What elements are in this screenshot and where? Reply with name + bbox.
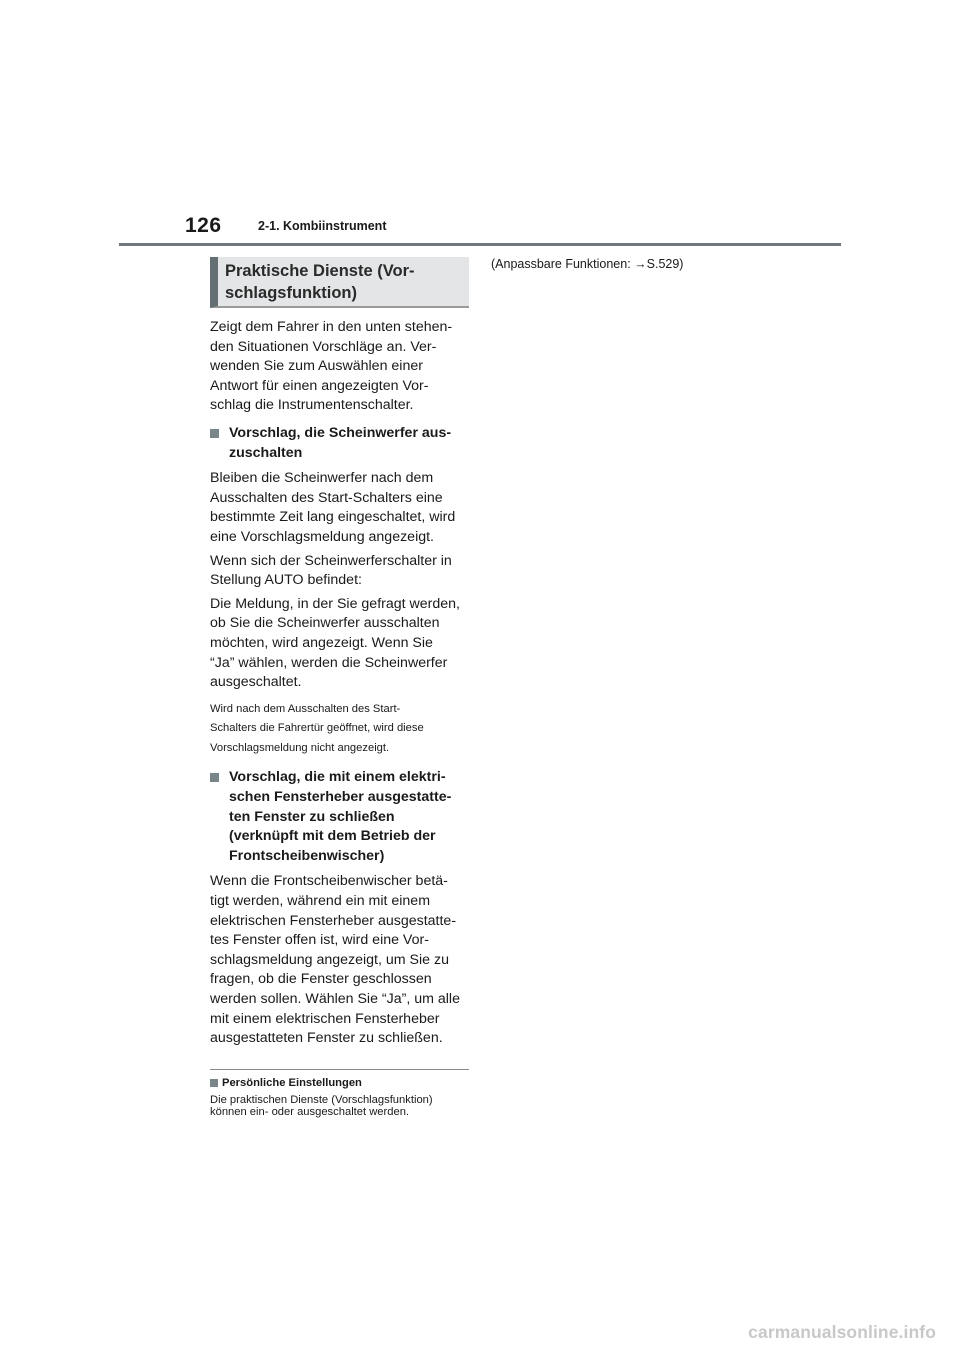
small-note: Wird nach dem Ausschalten des Start- Schalters die Fahrertür geöffnet, wird diese Vorschlagsmeldung nicht angezeigt.: [210, 702, 424, 754]
square-bullet-icon: [210, 1079, 218, 1087]
note-heading: [210, 1076, 469, 1090]
intro-paragraph: Zeigt dem Fahrer in den unten stehen- den Situationen Vorschläge an. Ver- wenden Sie zum Auswählen einer Antwort für einen angezeigten Vor- schlag die Instrumentenschalter.: [210, 319, 453, 414]
right-column: [491, 257, 791, 271]
heading-line-1: Praktische Dienste (Vor-: [225, 262, 415, 280]
customization-reference: (Anpassbare Funktionen: →S.529): [491, 257, 684, 271]
bullet-title: Vorschlag, die Scheinwerfer aus- zuschalten: [229, 424, 452, 461]
watermark: carmanualsonline.info: [748, 1322, 936, 1342]
note-text: Die praktischen Dienste (Vorschlagsfunktion) können ein- oder ausgeschaltet werden.: [210, 1093, 433, 1119]
left-column: [210, 257, 469, 1119]
square-bullet-icon: [210, 773, 219, 782]
section-heading: [210, 257, 469, 308]
square-bullet-icon: [210, 429, 219, 438]
section-title: 2-1. Kombiinstrument: [258, 219, 387, 233]
bullet-heading-windows: [210, 768, 469, 866]
paragraph: Wenn sich der Scheinwerferschalter in Stellung AUTO befindet:: [210, 552, 452, 589]
page-number: 126: [185, 214, 222, 237]
bullet-heading-headlights: [210, 424, 469, 463]
header-divider: [119, 243, 841, 246]
heading-line-2: schlagsfunktion): [225, 284, 358, 302]
paragraph: Die Meldung, in der Sie gefragt werden, ob Sie die Scheinwerfer ausschalten möchten, wird angezeigt. Wenn Sie “Ja” wählen, werden die Scheinwerfer ausgeschaltet.: [210, 595, 460, 691]
bullet-title: Vorschlag, die mit einem elektri- schen Fensterheber ausgestatte- ten Fenster zu schließen (verknüpft mit dem Betrieb der Frontscheibenwischer): [229, 769, 452, 864]
note-divider: [210, 1069, 469, 1070]
paragraph: Bleiben die Scheinwerfer nach dem Ausschalten des Start-Schalters eine bestimmte Zeit lang eingeschaltet, wird eine Vorschlagsmeldung angezeigt.: [210, 470, 456, 545]
note-title: Persönliche Einstellungen: [222, 1076, 362, 1089]
paragraph: Wenn die Frontscheibenwischer betä- tigt werden, während ein mit einem elektrischen Fensterheber ausgestatte- tes Fenster offen ist, wird eine Vor- schlagsmeldung angezeigt, um Sie zu fragen, ob die Fenster geschlossen werden sollen. Wählen Sie “Ja”, um alle mit einem elektrischen Fensterheber ausgestatteten Fenster zu schließen.: [210, 873, 460, 1047]
